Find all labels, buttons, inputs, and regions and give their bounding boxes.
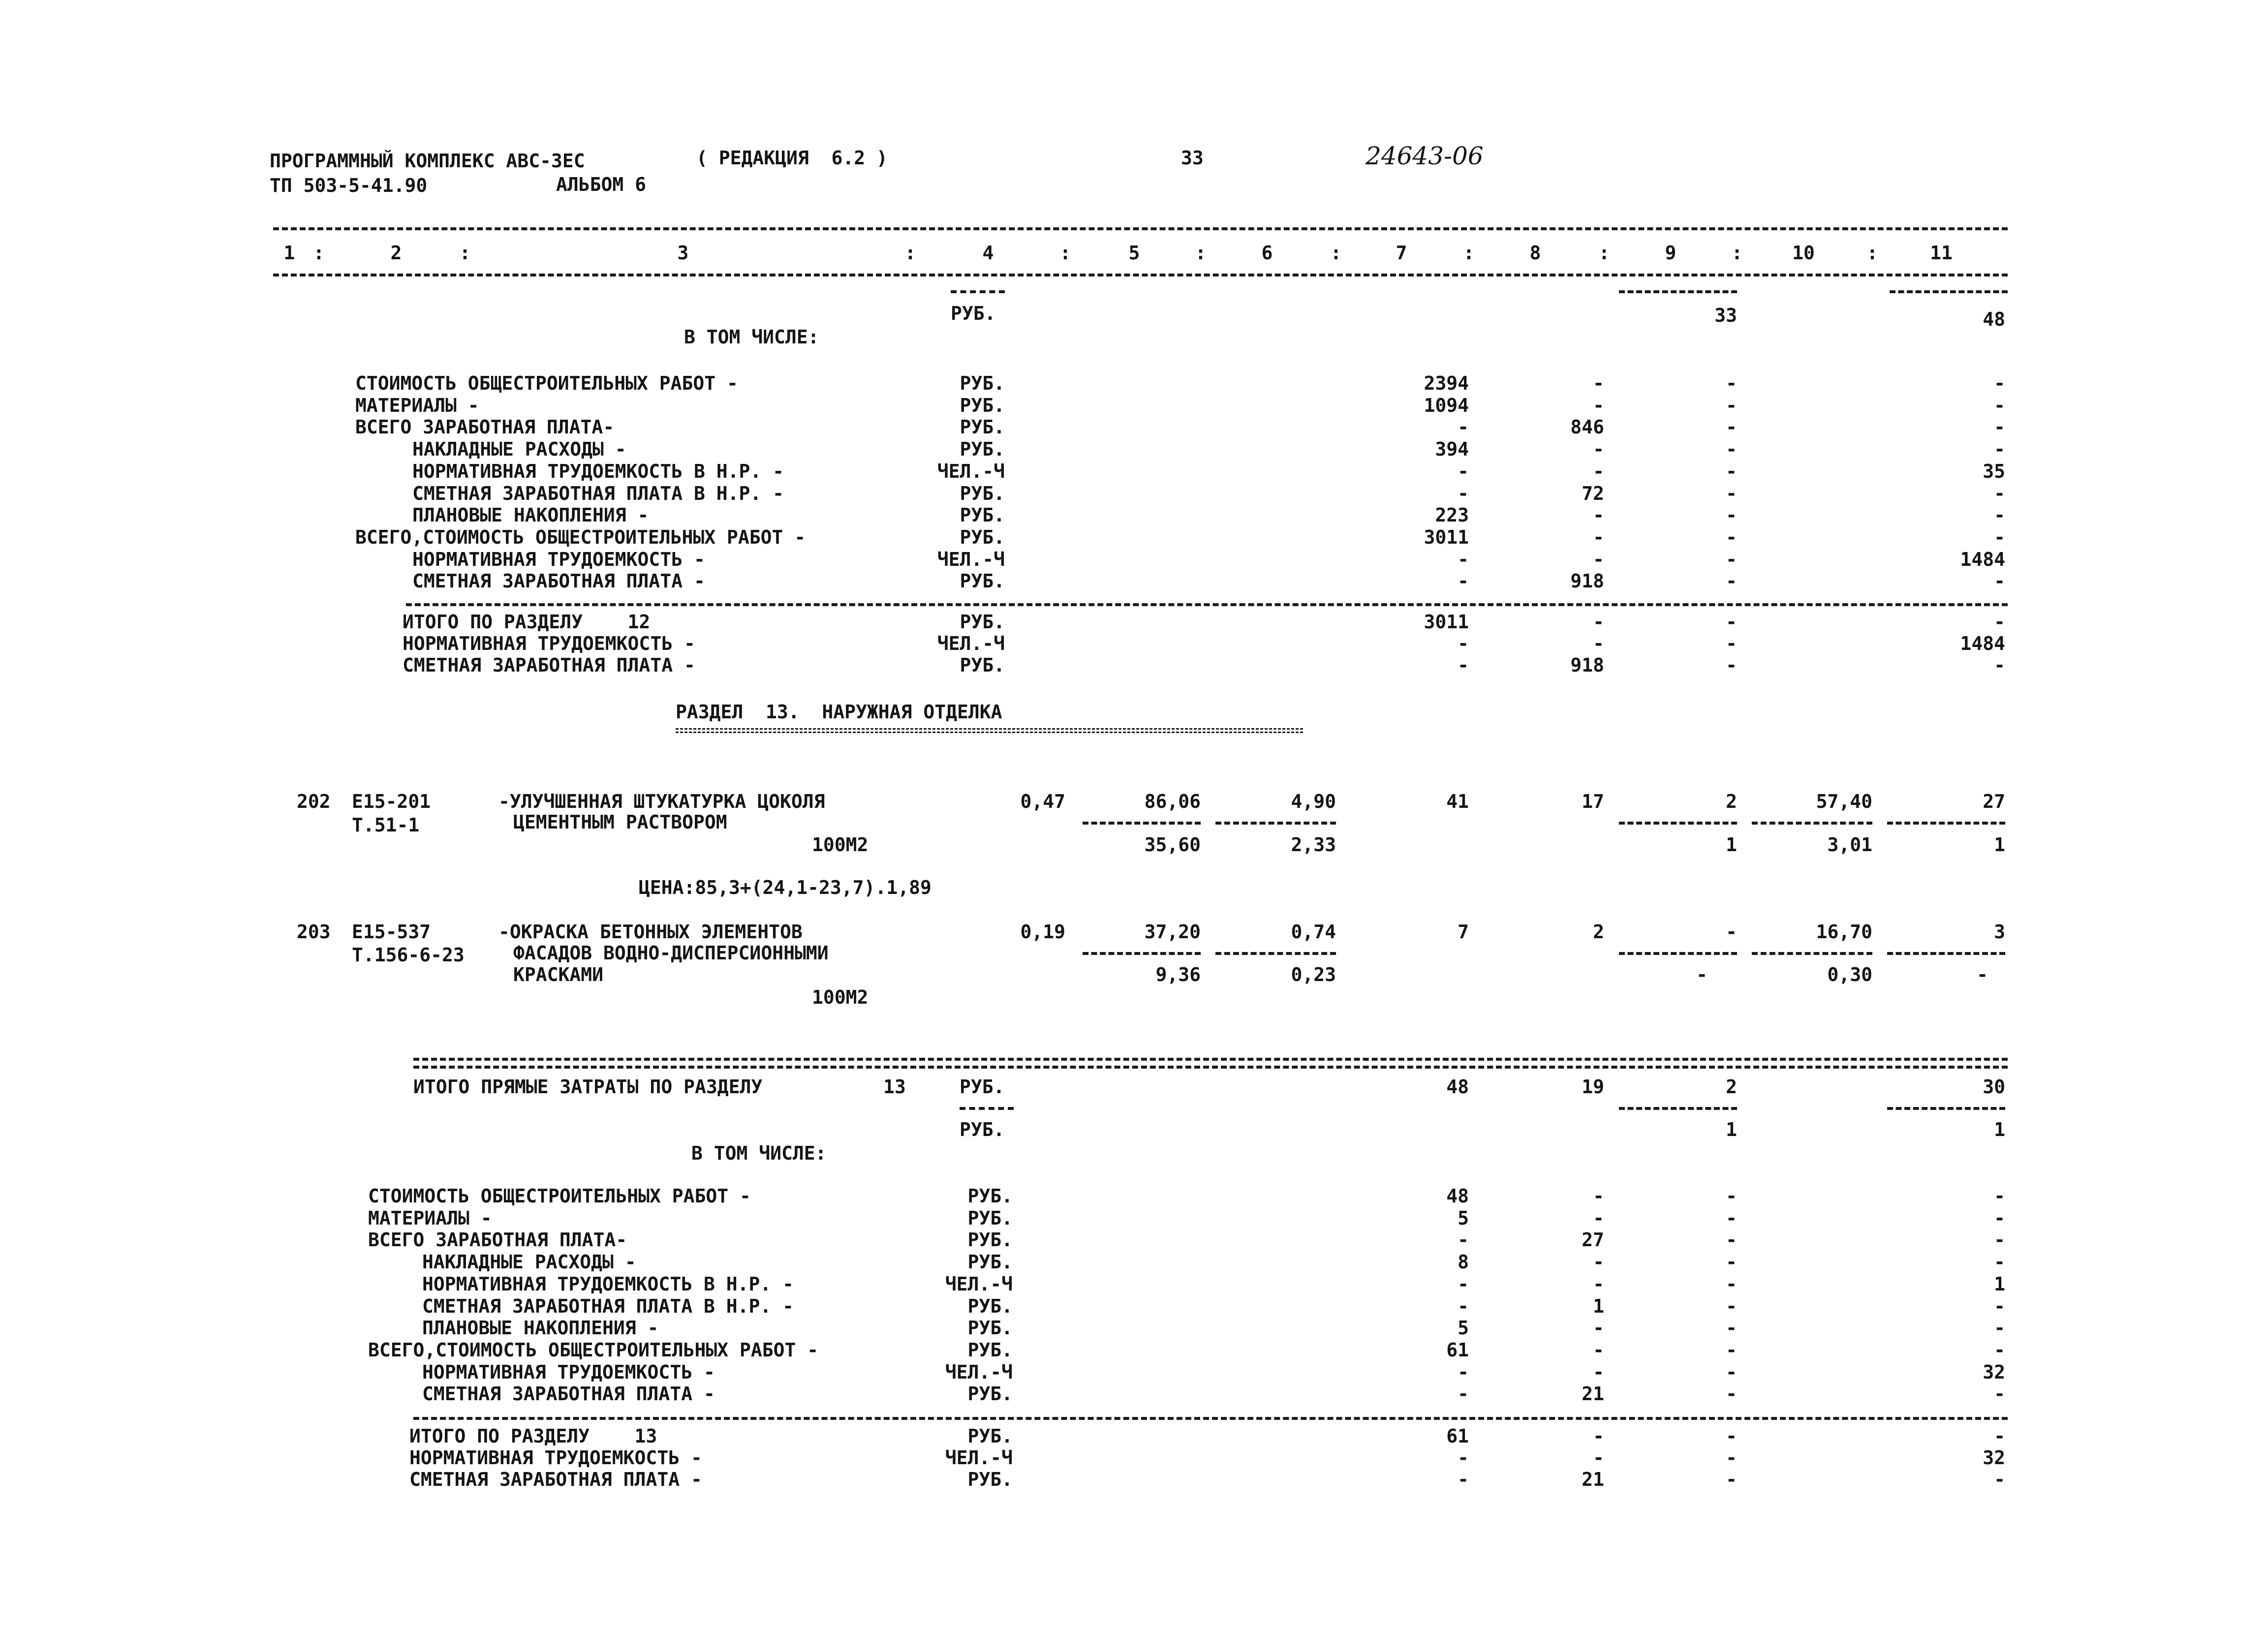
cell-c6: 0,23 (1291, 964, 1336, 985)
cell-c9: - (1726, 1229, 1737, 1251)
cell-c7: - (1458, 1229, 1469, 1251)
unit-cell: РУБ. (967, 1207, 1013, 1229)
cell-c8: 21 (1582, 1469, 1604, 1490)
cell-c9: - (1726, 460, 1737, 482)
cell-c9: - (1726, 1425, 1737, 1447)
cell-c7: 61 (1446, 1425, 1469, 1447)
cell-c9: - (1726, 1339, 1737, 1361)
rule (1890, 290, 2008, 293)
cell-c9: - (1726, 633, 1737, 654)
column-number: 10 (1792, 242, 1815, 264)
unit-cell: РУБ. (960, 611, 1005, 633)
cell-c11: - (1994, 394, 2005, 416)
header-rule-top (273, 227, 2008, 230)
direct-costs-section: 13 (883, 1076, 906, 1098)
unit-cell: РУБ. (967, 1317, 1013, 1339)
rule (413, 1066, 2008, 1069)
rule (1619, 952, 1737, 955)
cell-c7: - (1458, 570, 1469, 592)
cell-c11: - (1994, 570, 2005, 592)
cell-c5: 86,06 (1144, 791, 1201, 812)
rule (1619, 1107, 1737, 1110)
cell-c11: - (1994, 1251, 2005, 1273)
row-label: ПЛАНОВЫЕ НАКОПЛЕНИЯ - (422, 1317, 659, 1339)
cell-c9: - (1726, 504, 1737, 526)
rule (1215, 952, 1336, 955)
cell-c9: - (1696, 964, 1708, 985)
cell-c11: - (1994, 416, 2005, 438)
cell-c7: - (1458, 654, 1469, 676)
column-number: 1 (283, 242, 295, 264)
rule (1752, 822, 1872, 825)
cell-c9: - (1726, 372, 1737, 394)
program-name: ПРОГРАММНЫЙ КОМПЛЕКС АВС-3ЕС (270, 150, 585, 172)
unit-cell: РУБ. (967, 1383, 1013, 1405)
cell-c9: - (1726, 1207, 1737, 1229)
column-number: 5 (1128, 242, 1140, 264)
row-label: НОРМАТИВНАЯ ТРУДОЕМКОСТЬ - (412, 548, 705, 570)
cell-c8: - (1593, 394, 1604, 416)
column-number: 6 (1261, 242, 1273, 264)
row-label: НАКЛАДНЫЕ РАСХОДЫ - (412, 438, 626, 461)
cell-c11: - (1994, 611, 2005, 633)
cell-c11: 30 (1983, 1076, 2005, 1098)
cell-c7: - (1458, 548, 1469, 570)
cell-c8: - (1593, 1361, 1604, 1383)
row-label: НОРМАТИВНАЯ ТРУДОЕМКОСТЬ - (422, 1361, 715, 1383)
row-label: СМЕТНАЯ ЗАРАБОТНАЯ ПЛАТА - (409, 1469, 702, 1490)
unit-cell: РУБ. (960, 1119, 1005, 1140)
row-label: ИТОГО ПО РАЗДЕЛУ 13 (409, 1425, 657, 1447)
item-description: ФАСАДОВ ВОДНО-ДИСПЕРСИОННЫМИ (513, 942, 829, 964)
cell-c8: 17 (1582, 791, 1604, 812)
unit-cell: РУБ. (960, 416, 1005, 438)
cell-c8: - (1593, 1185, 1604, 1207)
rule (1887, 822, 2005, 825)
cell-c5: 37,20 (1144, 921, 1201, 943)
column-number: 2 (390, 242, 402, 264)
cell-c6: 2,33 (1291, 834, 1336, 856)
row-label: МАТЕРИАЛЫ - (368, 1207, 492, 1229)
edition: ( РЕДАКЦИЯ 6.2 ) (696, 147, 888, 169)
unit-cell: РУБ. (967, 1339, 1013, 1361)
rule (1887, 1107, 2005, 1110)
cell-c8: 1 (1593, 1295, 1604, 1317)
cell-c9: - (1726, 1447, 1737, 1469)
item-description: КРАСКАМИ (513, 964, 604, 985)
cell-c7: 1094 (1424, 394, 1469, 416)
column-separator: : (904, 242, 916, 264)
row-label: СМЕТНАЯ ЗАРАБОТНАЯ ПЛАТА - (412, 570, 705, 592)
cell-c9: 2 (1726, 1076, 1737, 1098)
cell-c9: - (1726, 482, 1737, 504)
cell-c5: 9,36 (1155, 964, 1201, 985)
cell-c4: 0,47 (1020, 791, 1065, 812)
cell-c11: 1484 (1960, 548, 2005, 570)
cell-c9: - (1726, 1317, 1737, 1339)
cell-c11: - (1994, 482, 2005, 504)
item-number: 203 (297, 921, 331, 943)
row-label: НАКЛАДНЫЕ РАСХОДЫ - (422, 1251, 636, 1273)
section-title: РАЗДЕЛ 13. НАРУЖНАЯ ОТДЕЛКА (676, 701, 1002, 723)
item-number: 202 (297, 791, 331, 812)
including-heading: В ТОМ ЧИСЛЕ: (684, 326, 819, 348)
unit-cell: РУБ. (960, 526, 1005, 548)
column-number: 4 (982, 242, 994, 264)
row-label: НОРМАТИВНАЯ ТРУДОЕМКОСТЬ В Н.Р. - (422, 1273, 794, 1295)
cell-c10: 0,30 (1827, 964, 1872, 985)
row-label: ВСЕГО ЗАРАБОТНАЯ ПЛАТА- (355, 416, 615, 438)
cell-c8: - (1593, 1273, 1604, 1295)
row-label: ПЛАНОВЫЕ НАКОПЛЕНИЯ - (412, 504, 649, 526)
cell-c9: 1 (1726, 834, 1737, 856)
cell-c7: - (1458, 460, 1469, 482)
column-separator: : (1463, 242, 1475, 264)
rule (413, 1058, 2008, 1061)
cell-c8: - (1593, 633, 1604, 654)
item-unit: 100М2 (812, 834, 869, 856)
rule (1215, 822, 1336, 825)
unit-cell: РУБ. (967, 1469, 1013, 1490)
cell-c9: - (1726, 416, 1737, 438)
including-heading: В ТОМ ЧИСЛЕ: (691, 1142, 827, 1164)
cell-c10: 3,01 (1827, 834, 1872, 856)
cell-c7: 8 (1458, 1251, 1469, 1273)
cell-c9: - (1726, 570, 1737, 592)
cell-c7: 41 (1446, 791, 1469, 812)
cell-c7: - (1458, 1383, 1469, 1405)
cell-c9: - (1726, 1383, 1737, 1405)
cell-c11: 3 (1994, 921, 2005, 943)
cell-c8: - (1593, 438, 1604, 461)
cell-c8: 918 (1570, 570, 1604, 592)
row-label: СМЕТНАЯ ЗАРАБОТНАЯ ПЛАТА В Н.Р. - (422, 1295, 794, 1317)
unit-cell: РУБ. (960, 1076, 1005, 1098)
cell-c8: - (1593, 611, 1604, 633)
cell-c7: 61 (1446, 1339, 1469, 1361)
cell-c8: - (1593, 1317, 1604, 1339)
cell-c7: - (1458, 633, 1469, 654)
rule (1887, 952, 2005, 955)
rule (1619, 290, 1737, 293)
cell-c9: - (1726, 654, 1737, 676)
cell-c8: - (1593, 460, 1604, 482)
unit-cell: РУБ. (967, 1425, 1013, 1447)
row-label: СМЕТНАЯ ЗАРАБОТНАЯ ПЛАТА - (422, 1383, 715, 1405)
unit-cell: ЧЕЛ.-Ч (945, 1447, 1013, 1469)
cell-c7: - (1458, 1361, 1469, 1383)
item-code: Е15-201 (352, 791, 431, 812)
cell-c7: - (1458, 1469, 1469, 1490)
cell-c7: 48 (1446, 1076, 1469, 1098)
cell-c7: 5 (1458, 1317, 1469, 1339)
cell-c11: 32 (1983, 1361, 2005, 1383)
cell-c11: 27 (1983, 791, 2005, 812)
cell-c8: 27 (1582, 1229, 1604, 1251)
cell-c11: - (1994, 1339, 2005, 1361)
row-label: НОРМАТИВНАЯ ТРУДОЕМКОСТЬ - (403, 633, 695, 654)
cell-c11: - (1994, 504, 2005, 526)
unit-cell: РУБ. (967, 1295, 1013, 1317)
cell-c11: 1484 (1960, 633, 2005, 654)
unit-cell: ЧЕЛ.-Ч (937, 460, 1005, 482)
unit-cell: РУБ. (960, 394, 1005, 416)
column-number: 3 (677, 242, 689, 264)
cell-c8: - (1593, 548, 1604, 570)
unit-cell: РУБ. (967, 1251, 1013, 1273)
cell-c10: 16,70 (1816, 921, 1872, 943)
cell-c8: - (1593, 1425, 1604, 1447)
cell-c11: - (1977, 964, 1988, 985)
row-label: ВСЕГО ЗАРАБОТНАЯ ПЛАТА- (368, 1229, 627, 1251)
cell-c9: - (1726, 921, 1737, 943)
cell-c6: 0,74 (1291, 921, 1336, 943)
cell-c11: - (1994, 1383, 2005, 1405)
cell-c7: - (1458, 1447, 1469, 1469)
cell-c9: - (1726, 1273, 1737, 1295)
item-description: ЦЕМЕНТНЫМ РАСТВОРОМ (513, 811, 727, 833)
unit-cell: РУБ. (960, 438, 1005, 461)
cell-c9: - (1726, 611, 1737, 633)
column-separator: : (1059, 242, 1071, 264)
row-label: ИТОГО ПО РАЗДЕЛУ 12 (403, 611, 651, 633)
row-label: СМЕТНАЯ ЗАРАБОТНАЯ ПЛАТА В Н.Р. - (412, 482, 784, 504)
cell-c9: - (1726, 548, 1737, 570)
cell-c11: 1 (1994, 1119, 2005, 1140)
unit-cell: РУБ. (960, 482, 1005, 504)
row-label: СТОИМОСТЬ ОБЩЕСТРОИТЕЛЬНЫХ РАБОТ - (368, 1185, 751, 1207)
unit-cell: ЧЕЛ.-Ч (945, 1361, 1013, 1383)
cell-c8: - (1593, 1339, 1604, 1361)
rule (1619, 822, 1737, 825)
column-number: 9 (1665, 242, 1677, 264)
cell-c8: 21 (1582, 1383, 1604, 1405)
cell-c7: 394 (1435, 438, 1469, 461)
cell-c11: - (1994, 1425, 2005, 1447)
row-label: ВСЕГО,СТОИМОСТЬ ОБЩЕСТРОИТЕЛЬНЫХ РАБОТ - (368, 1339, 819, 1361)
unit-cell: РУБ. (960, 570, 1005, 592)
item-table-ref: Т.51-1 (352, 814, 420, 836)
cell-c7: 3011 (1424, 526, 1469, 548)
cell-c8: - (1593, 504, 1604, 526)
unit-cell: ЧЕЛ.-Ч (945, 1273, 1013, 1295)
unit-cell: РУБ. (960, 504, 1005, 526)
column-separator: : (1195, 242, 1207, 264)
cell-c11: - (1994, 1317, 2005, 1339)
item-unit: 100М2 (812, 986, 869, 1008)
rule (1083, 952, 1201, 955)
row-label: МАТЕРИАЛЫ - (355, 394, 479, 416)
cell-c7: 2394 (1424, 372, 1469, 394)
cell-c5: 35,60 (1144, 834, 1201, 856)
rule (1752, 952, 1872, 955)
cell-c7: 7 (1458, 921, 1469, 943)
cell-c11: 35 (1983, 460, 2005, 482)
album: АЛЬБОМ 6 (556, 174, 647, 195)
cell-c9: 2 (1726, 791, 1737, 812)
cell-c10: 57,40 (1816, 791, 1872, 812)
header-rule-bottom (273, 274, 2008, 276)
row-label: ВСЕГО,СТОИМОСТЬ ОБЩЕСТРОИТЕЛЬНЫХ РАБОТ - (355, 526, 806, 548)
cell-c11: - (1994, 438, 2005, 461)
cell-c7: 3011 (1424, 611, 1469, 633)
handwritten-code: 24643-06 (1366, 142, 1484, 170)
column-separator: : (1866, 242, 1878, 264)
unit-cell: РУБ. (967, 1229, 1013, 1251)
cell-c8: - (1593, 526, 1604, 548)
rule (951, 290, 1005, 293)
unit-cell: ЧЕЛ.-Ч (937, 633, 1005, 654)
cell-c8: - (1593, 1207, 1604, 1229)
unit-cell: РУБ. (960, 372, 1005, 394)
cell-c11: - (1994, 1469, 2005, 1490)
cell-c8: 918 (1570, 654, 1604, 676)
cell-c4: 0,19 (1020, 921, 1065, 943)
rule (1083, 822, 1201, 825)
column-separator: : (1731, 242, 1743, 264)
column-number: 11 (1930, 242, 1953, 264)
cell-c8: 2 (1593, 921, 1604, 943)
cell-c9: - (1726, 1469, 1737, 1490)
cell-c11: 1 (1994, 1273, 2005, 1295)
row-label: СТОИМОСТЬ ОБЩЕСТРОИТЕЛЬНЫХ РАБОТ - (355, 372, 738, 394)
rule (406, 603, 2008, 606)
unit-cell: РУБ. (951, 303, 996, 324)
cell-c11: - (1994, 1185, 2005, 1207)
direct-costs-label: ИТОГО ПРЯМЫЕ ЗАТРАТЫ ПО РАЗДЕЛУ (413, 1076, 763, 1098)
cell-c11: - (1994, 372, 2005, 394)
project-code: ТП 503-5-41.90 (270, 175, 428, 196)
row-label: НОРМАТИВНАЯ ТРУДОЕМКОСТЬ - (409, 1447, 702, 1469)
unit-cell: РУБ. (960, 654, 1005, 676)
column-number: 7 (1396, 242, 1407, 264)
item-description: -ОКРАСКА БЕТОННЫХ ЭЛЕМЕНТОВ (498, 921, 803, 943)
cell-c9: - (1726, 1251, 1737, 1273)
row-label: НОРМАТИВНАЯ ТРУДОЕМКОСТЬ В Н.Р. - (412, 460, 784, 482)
cell-c7: - (1458, 416, 1469, 438)
cell-c9: - (1726, 1295, 1737, 1317)
cell-c8: 19 (1582, 1076, 1604, 1098)
cell-c8: - (1593, 1251, 1604, 1273)
cell-c11: - (1994, 526, 2005, 548)
cell-c7: 223 (1435, 504, 1469, 526)
cell-c9: 33 (1714, 305, 1737, 326)
item-table-ref: Т.156-6-23 (352, 944, 465, 966)
cell-c8: - (1593, 372, 1604, 394)
cell-c11: 48 (1983, 308, 2005, 330)
cell-c8: 846 (1570, 416, 1604, 438)
cell-c7: 48 (1446, 1185, 1469, 1207)
cell-c7: - (1458, 482, 1469, 504)
rule (413, 1417, 2008, 1420)
cell-c9: 1 (1726, 1119, 1737, 1140)
section-title-underline (676, 728, 1303, 733)
cell-c11: 1 (1994, 834, 2005, 856)
cell-c6: 4,90 (1291, 791, 1336, 812)
page-number: 33 (1181, 147, 1204, 169)
cell-c11: - (1994, 1295, 2005, 1317)
cell-c9: - (1726, 438, 1737, 461)
column-separator: : (313, 242, 325, 264)
cell-c8: - (1593, 1447, 1604, 1469)
unit-cell: ЧЕЛ.-Ч (937, 548, 1005, 570)
cell-c11: - (1994, 1207, 2005, 1229)
price-note: ЦЕНА:85,3+(24,1-23,7).1,89 (639, 877, 932, 898)
column-number: 8 (1529, 242, 1541, 264)
cell-c7: - (1458, 1295, 1469, 1317)
item-code: Е15-537 (352, 921, 431, 943)
cell-c9: - (1726, 1361, 1737, 1383)
cell-c11: - (1994, 654, 2005, 676)
column-separator: : (1598, 242, 1610, 264)
cell-c9: - (1726, 1185, 1737, 1207)
cell-c11: 32 (1983, 1447, 2005, 1469)
rule (960, 1107, 1014, 1110)
unit-cell: РУБ. (967, 1185, 1013, 1207)
cell-c7: - (1458, 1273, 1469, 1295)
cell-c7: 5 (1458, 1207, 1469, 1229)
row-label: СМЕТНАЯ ЗАРАБОТНАЯ ПЛАТА - (403, 654, 695, 676)
item-description: -УЛУЧШЕННАЯ ШТУКАТУРКА ЦОКОЛЯ (498, 791, 825, 812)
cell-c11: - (1994, 1229, 2005, 1251)
cell-c9: - (1726, 394, 1737, 416)
column-separator: : (459, 242, 471, 264)
cell-c8: 72 (1582, 482, 1604, 504)
column-separator: : (1330, 242, 1342, 264)
cell-c9: - (1726, 526, 1737, 548)
